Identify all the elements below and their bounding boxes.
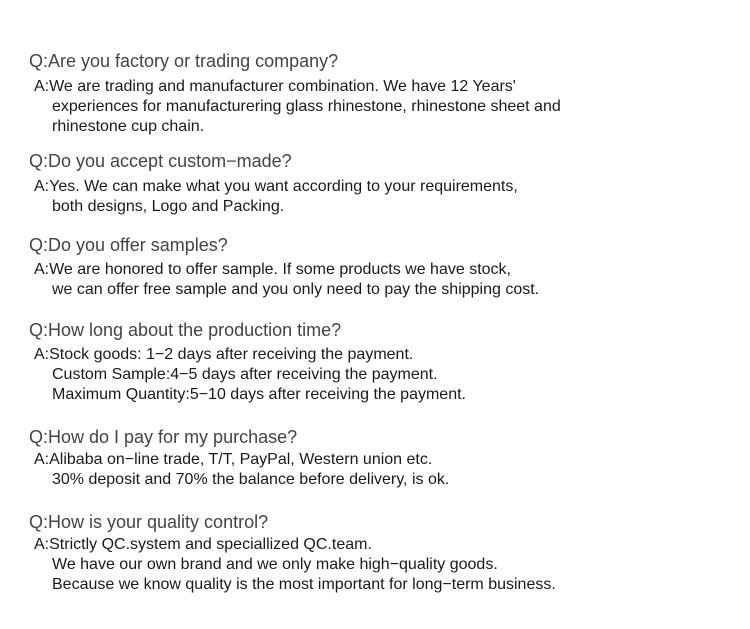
faq-question: Q:Do you offer samples? [29,235,228,255]
faq-answer-line: experiences for manufacturering glass rhinestone, rhinestone sheet and [52,98,561,115]
faq-question: Q:How is your quality control? [29,512,269,532]
faq-answer-line: A:Alibaba on−line trade, T/T, PayPal, Western union etc. [34,451,433,468]
faq-answer-line: A:We are honored to offer sample. If some products we have stock, [34,261,511,278]
faq-answer-line: we can offer free sample and you only need to pay the shipping cost. [52,281,540,298]
faq-answer-line: A:Stock goods: 1−2 days after receiving the payment. [34,346,414,363]
faq-question: Q:Do you accept custom−made? [29,151,292,171]
faq-question: Q:How long about the production time? [29,320,342,340]
faq-answer-line: A:We are trading and manufacturer combination. We have 12 Years' [34,78,516,95]
faq-answer-line: Custom Sample:4−5 days after receiving the payment. [52,366,438,383]
faq-answer-line: Maximum Quantity:5−10 days after receiving the payment. [52,386,466,403]
faq-answer-line: Because we know quality is the most important for long−term business. [52,576,556,593]
faq-answer-line: We have our own brand and we only make high−quality goods. [52,556,498,573]
faq-answer-line: rhinestone cup chain. [52,118,205,135]
faq-question: Q:Are you factory or trading company? [29,51,339,71]
faq-answer-line: both designs, Logo and Packing. [52,198,285,215]
faq-answer-line: A:Yes. We can make what you want according to your requirements, [34,178,518,195]
faq-answer-line: 30% deposit and 70% the balance before delivery, is ok. [52,471,450,488]
faq-question: Q:How do I pay for my purchase? [29,427,298,447]
faq-answer-line: A:Strictly QC.system and speciallized QC.team. [34,536,372,553]
